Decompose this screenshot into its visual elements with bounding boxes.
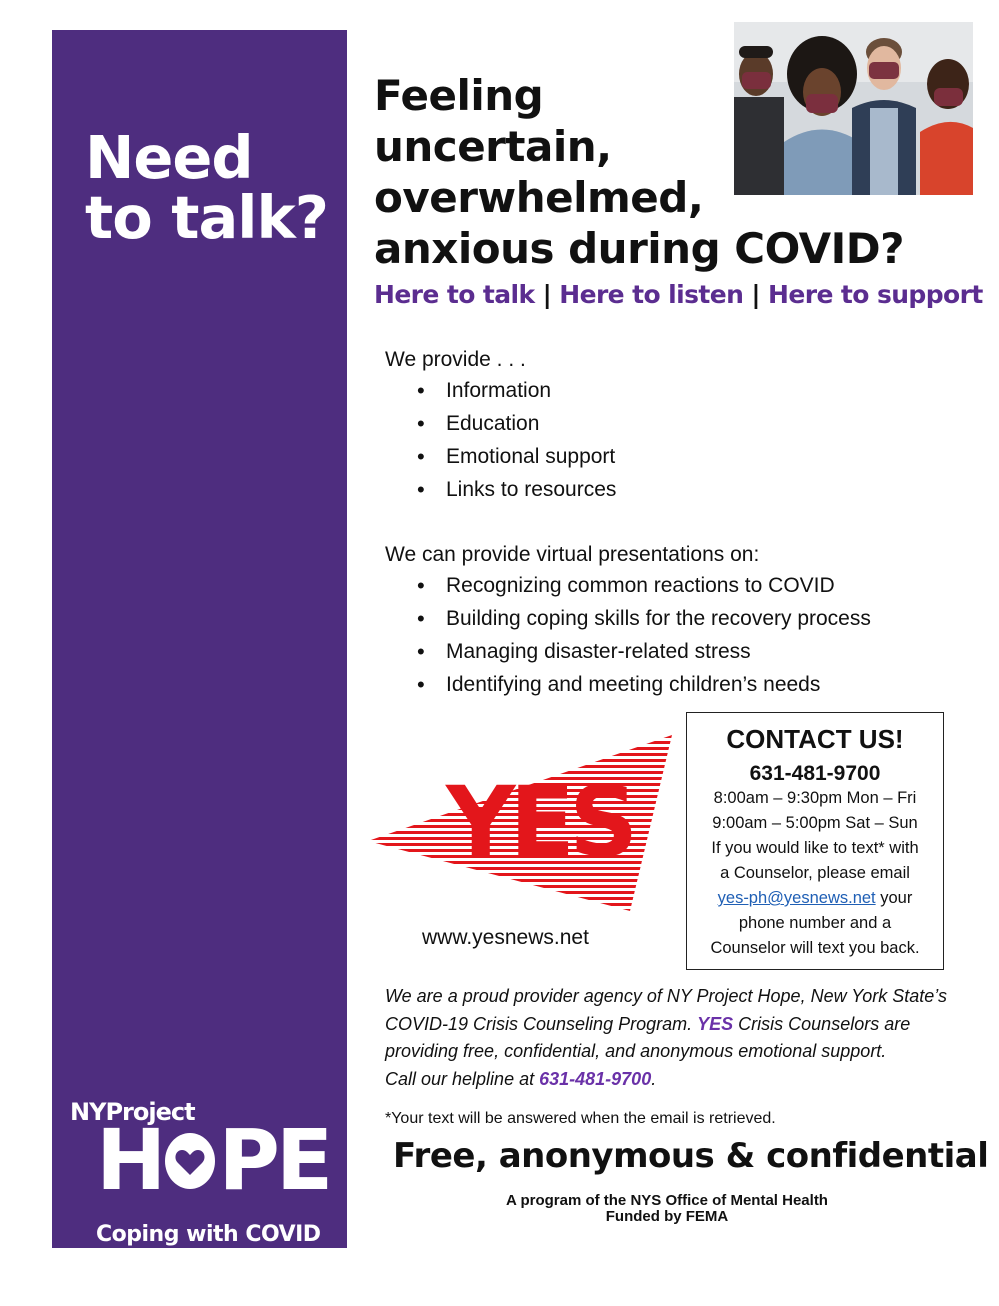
list-item: • Building coping skills for the recovery process	[385, 606, 871, 639]
program-text: We are a proud provider agency of NY Project Hope, New York State’s COVID-19 Crisis Counseling Program.	[385, 986, 947, 1034]
headline-line1: Feeling	[374, 71, 544, 120]
credit-line2: Funded by FEMA	[605, 1208, 729, 1225]
presentations-section	[385, 543, 871, 705]
email-line	[687, 886, 943, 911]
weekend-hours: 9:00am – 5:00pm Sat – Sun	[712, 814, 918, 832]
list-item: • Education	[385, 411, 616, 444]
program-text: Crisis Counselors are providing free, confidential, and anonymous emotional support.	[385, 1013, 911, 1061]
contact-box	[686, 712, 944, 970]
tagline-listen: Here to listen	[559, 280, 744, 309]
banner-heading	[85, 123, 328, 252]
provide-section	[385, 348, 616, 510]
text-info-line: your	[880, 889, 913, 907]
headline-line3: overwhelmed,	[374, 173, 704, 222]
logo-hope-wordmark: H PE	[96, 1111, 330, 1209]
text-info-line: Counselor will text you back.	[710, 939, 920, 957]
logo-bottom-text: Coping with COVID	[96, 1222, 321, 1247]
contact-phone: 631-481-9700	[749, 762, 881, 785]
provide-list	[385, 378, 616, 510]
main-headline	[374, 70, 934, 274]
presentations-intro: We can provide virtual presentations on:	[385, 543, 760, 566]
credit-lines	[460, 1193, 874, 1225]
website-url: www.yesnews.net	[422, 926, 589, 949]
text-info-line: If you would like to text* with	[711, 839, 919, 857]
credit-line1: A program of the NYS Office of Mental Health	[506, 1192, 828, 1209]
list-item: • Managing disaster-related stress	[385, 639, 871, 672]
helpline-number: 631-481-9700	[539, 1068, 652, 1089]
yes-logo-text: YES	[446, 766, 633, 878]
email-link[interactable]: yes-ph@yesnews.net	[717, 889, 876, 907]
program-paragraph	[385, 983, 975, 1093]
banner-heading-line2: to talk?	[85, 183, 328, 252]
yes-logo	[368, 735, 674, 911]
banner-heading-line1: Need	[85, 123, 253, 192]
tagline-separator: |	[751, 280, 760, 309]
list-item: • Identifying and meeting children’s needs	[385, 672, 871, 705]
headline-line2: uncertain,	[374, 122, 612, 171]
contact-title: CONTACT US!	[726, 724, 904, 754]
presentations-list	[385, 573, 871, 705]
logo-top-text: NYProject	[70, 1098, 195, 1126]
list-item: • Emotional support	[385, 444, 616, 477]
program-yes: YES	[697, 1013, 734, 1034]
text-info-line: a Counselor, please email	[720, 864, 910, 882]
provide-intro: We provide . . .	[385, 348, 526, 371]
text-info-line: phone number and a	[738, 914, 892, 932]
heart-icon	[162, 1125, 218, 1191]
list-item: • Information	[385, 378, 616, 411]
program-call: Call our helpline at	[385, 1068, 535, 1089]
tagline	[374, 280, 983, 309]
headline-line4: anxious during COVID?	[374, 224, 905, 273]
tagline-talk: Here to talk	[374, 280, 535, 309]
footnote: *Your text will be answered when the email is retrieved.	[385, 1110, 776, 1127]
tagline-support: Here to support	[768, 280, 983, 309]
list-item: • Links to resources	[385, 477, 616, 510]
weekday-hours: 8:00am – 9:30pm Mon – Fri	[713, 789, 917, 807]
list-item: • Recognizing common reactions to COVID	[385, 573, 871, 606]
free-anonymous-heading: Free, anonymous & confidential	[393, 1136, 989, 1176]
tagline-separator: |	[542, 280, 552, 309]
left-banner	[52, 30, 347, 1248]
program-period: .	[651, 1068, 657, 1089]
